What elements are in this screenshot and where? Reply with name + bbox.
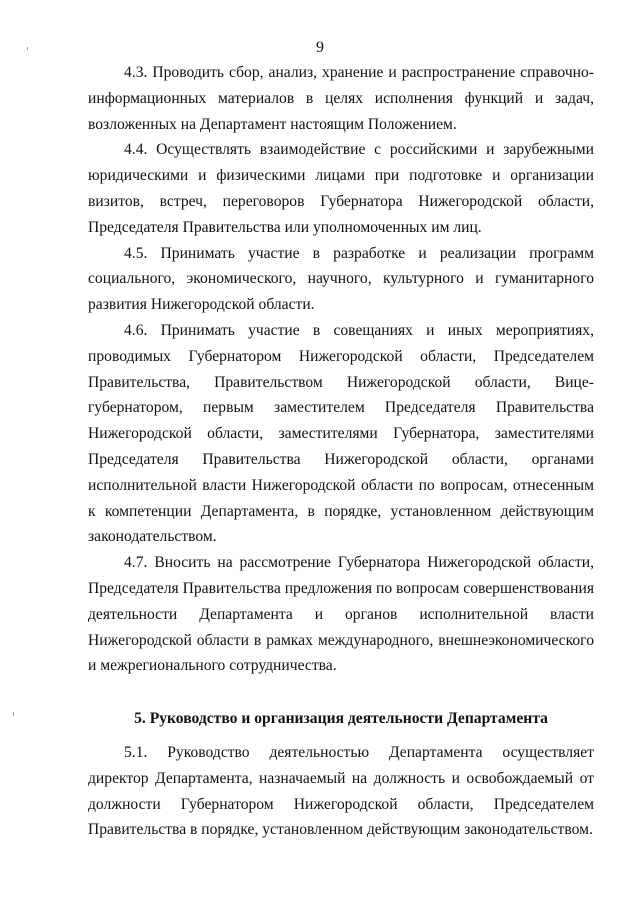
paragraph-4-3: 4.3. Проводить сбор, анализ, хранение и распространение справочно-информационных материалов в целях исполнения функций и задач, возложенных на Департамент настоящим Положением. — [88, 64, 594, 133]
paragraph-4-6: 4.6. Принимать участие в совещаниях и иных мероприятиях, проводимых Губернатором Нижегородской области, Председателем Правительства, Правительством Нижегородской области, Вице-губернатором, первым заместителем Председателя Правительства Нижегородской области, заместителями Губернатора, заместителями Председателя Правительства Нижегородской области, органами исполнительной власти Нижегородской области по вопросам, отнесенным к компетенции Департамента, в порядке, установленном действующим законодательством. — [88, 321, 594, 546]
paragraph-4-5: 4.5. Принимать участие в разработке и реализации программ социального, экономического, научного, культурного и гуманитарного развития Нижегородской области. — [88, 244, 594, 314]
paragraph-4-4: 4.4. Осуществлять взаимодействие с российскими и зарубежными юридическими и физическими лицами при подготовке и организации визитов, встреч, переговоров Губернатора Нижегородской области, Председателя Правительства или уполномоченных им лиц. — [88, 141, 594, 236]
document-body — [88, 60, 594, 843]
paragraph-4-7: 4.7. Вносить на рассмотрение Губернатора Нижегородской области, Председателя Правительства предложения по вопросам совершенствования деятельности Департамента и органов исполнительной власти Нижегородской области в рамках международного, внешнеэкономического и межрегионального сотрудничества. — [88, 554, 594, 675]
paragraph-5-1: 5.1. Руководство деятельностью Департамента осуществляет директор Департамента, назначаемый на должность и освобождаемый от должности Губернатором Нижегородской области, Председателем Правительства в порядке, установленном действующим законодательством. — [88, 743, 594, 839]
page-number: 9 — [316, 39, 324, 56]
scan-mark — [13, 712, 14, 716]
section-heading: 5. Руководство и организация деятельности Департамента — [134, 710, 548, 728]
